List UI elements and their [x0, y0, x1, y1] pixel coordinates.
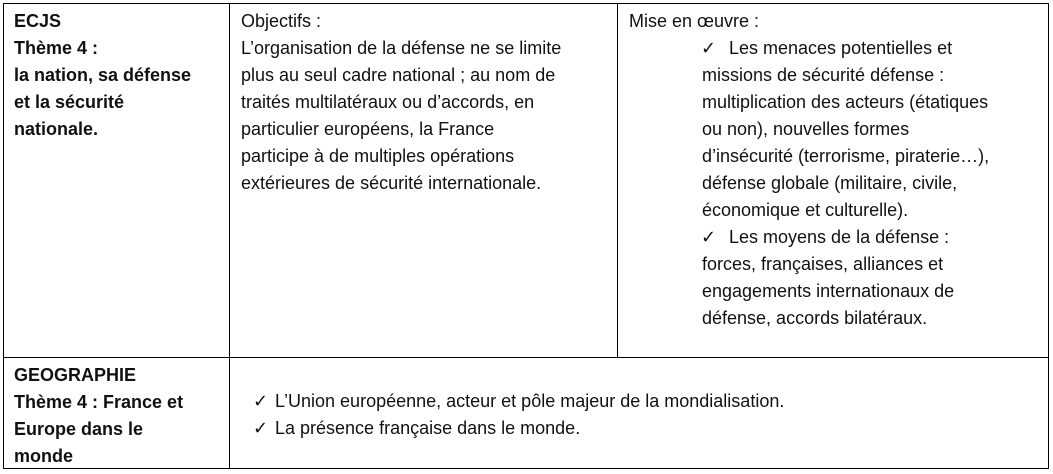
objectives-line: traités multilatéraux ou d’accords, en	[241, 92, 535, 112]
list-item-text: économique et culturelle).	[702, 200, 909, 220]
list-item	[253, 415, 1040, 442]
list-item-text: ou non), nouvelles formes	[702, 119, 910, 139]
checkmark-icon: ✓	[701, 38, 717, 58]
table-row-geographie	[4, 358, 1048, 468]
objectives-line: plus au seul cadre national ; au nom de	[241, 65, 556, 85]
list-item-text: L’Union européenne, acteur et pôle majeur de la mondialisation.	[275, 391, 785, 411]
list-item-text: missions de sécurité défense :	[702, 65, 945, 85]
list-item-text: multiplication des acteurs (étatiques	[702, 92, 989, 112]
list-item	[253, 388, 1040, 415]
theme-title-line: nationale.	[14, 119, 99, 139]
list-item-text: La présence française dans le monde.	[275, 418, 581, 438]
list-item-text: défense, accords bilatéraux.	[702, 308, 928, 328]
table-row-ecjs	[4, 4, 1048, 358]
cell-objectives	[230, 4, 618, 357]
theme-title-line: Thème 4 : France et	[14, 392, 184, 412]
list-item-text: engagements internationaux de	[702, 281, 955, 301]
program-table	[3, 3, 1049, 469]
list-item	[629, 224, 1040, 251]
checkmark-icon: ✓	[253, 391, 269, 411]
cell-theme-ecjs	[4, 4, 230, 357]
list-item-text: Les menaces potentielles et	[729, 38, 953, 58]
list-item-text: forces, françaises, alliances et	[702, 254, 944, 274]
cell-implementation	[618, 4, 1048, 357]
theme-title-line: et la sécurité	[14, 92, 125, 112]
theme-title-line: Europe dans le	[14, 419, 144, 439]
objectives-heading: Objectifs :	[241, 11, 322, 31]
theme-title-line: la nation, sa défense	[14, 65, 192, 85]
objectives-line: L’organisation de la défense ne se limite	[241, 38, 562, 58]
objectives-line: extérieures de sécurité internationale.	[241, 173, 542, 193]
cell-theme-geographie	[4, 358, 230, 468]
cell-geographie-content	[230, 358, 1048, 468]
subject-title: GEOGRAPHIE	[14, 365, 137, 385]
theme-number: Thème 4 :	[14, 38, 99, 58]
list-item-text: Les moyens de la défense :	[729, 227, 950, 247]
objectives-line: participe à de multiples opérations	[241, 146, 515, 166]
list-item	[629, 35, 1040, 62]
list-item-text: défense globale (militaire, civile,	[702, 173, 958, 193]
implementation-heading: Mise en œuvre :	[629, 11, 760, 31]
list-item-text: d’insécurité (terrorisme, piraterie…),	[702, 146, 990, 166]
theme-title-line: monde	[14, 446, 74, 466]
checkmark-icon: ✓	[253, 418, 269, 438]
checkmark-icon: ✓	[701, 227, 717, 247]
objectives-line: particulier européens, la France	[241, 119, 495, 139]
subject-title: ECJS	[14, 11, 62, 31]
